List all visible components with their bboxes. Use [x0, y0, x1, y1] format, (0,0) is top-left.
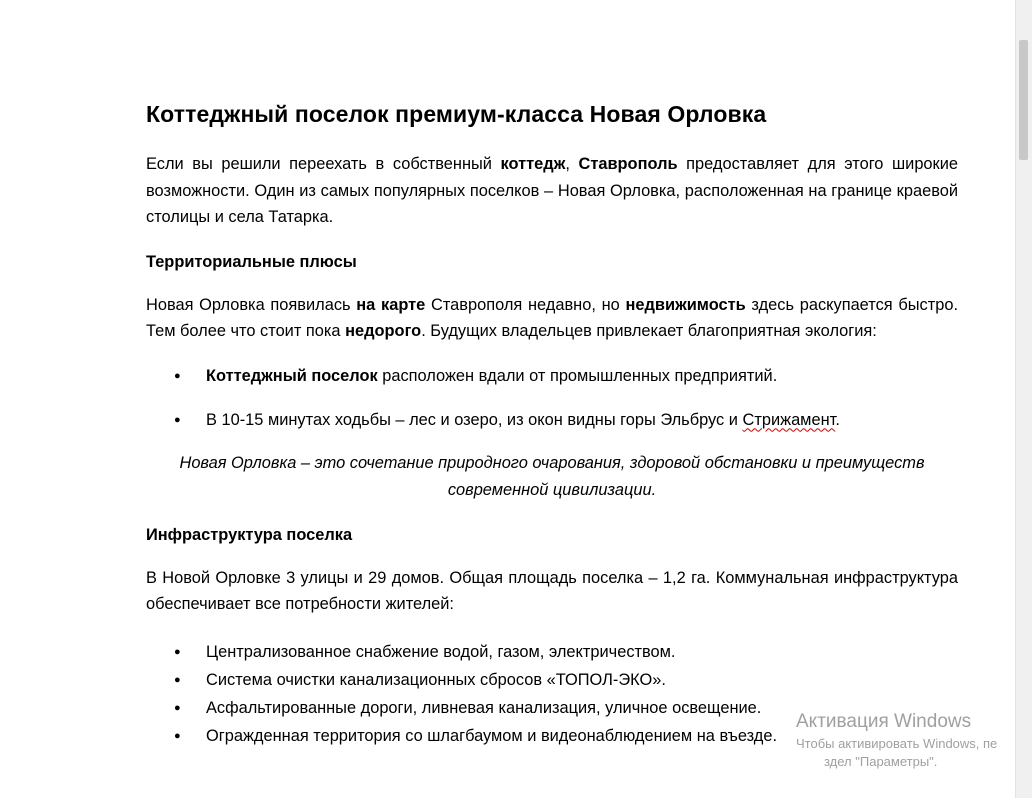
intro-text-2: , — [565, 155, 579, 173]
scrollbar-thumb[interactable] — [1019, 40, 1028, 160]
watermark-line-1: Чтобы активировать Windows, пе — [796, 736, 998, 751]
italic-quote: Новая Орловка – это сочетание природного очарования, здоровой обстановки и преимуществ современной цивилизации. — [179, 453, 925, 499]
intro-bold-cottage: коттедж — [500, 155, 566, 173]
territory-bold-realty: недвижимость — [625, 295, 746, 314]
list-item: ● Огражденная территория со шлагбаумом и видеонаблюдением на въезде. — [146, 722, 958, 750]
territory-bold-cheap: недорого — [345, 322, 422, 340]
intro-text-1: Если вы решили переехать в собственный — [146, 155, 501, 173]
territory-bold-map: на карте — [356, 295, 426, 314]
intro-bold-stavropol: Ставрополь — [578, 155, 678, 173]
intro-text-3: предоставляет для этого широкие возможности. Один из самых популярных поселков – Новая Орловка, расположенная на границе краевой столицы и села Татарка. — [146, 155, 958, 226]
bullet-text-end: . — [835, 410, 840, 429]
spellcheck-word: Стрижамент — [742, 410, 836, 429]
list-item: ● Централизованное снабжение водой, газом, электричеством. — [146, 638, 958, 666]
territory-text-2: Ставрополя недавно, но — [425, 295, 626, 314]
territory-text-1: Новая Орловка появилась — [146, 295, 357, 314]
territory-text-3: здесь раскупается быстро. Тем более что стоит пока — [146, 295, 959, 340]
territory-bullet-list — [146, 363, 958, 433]
bullet-text: В 10-15 минутах ходьбы – лес и озеро, из окон видны горы Эльбрус и — [206, 410, 743, 429]
list-item — [146, 407, 958, 433]
list-item: ● Система очистки канализационных сбросов «ТОПОЛ-ЭКО». — [146, 666, 958, 694]
section-heading-territory: Территориальные плюсы — [146, 252, 357, 271]
watermark-line-2: здел "Параметры". — [824, 754, 938, 769]
section-heading-infrastructure: Инфраструктура поселка — [146, 525, 353, 544]
territory-paragraph — [146, 292, 958, 345]
watermark-title: Активация Windows — [796, 711, 972, 732]
bullet-text: расположен вдали от промышленных предприятий. — [377, 366, 778, 385]
document-content — [146, 96, 958, 750]
intro-paragraph — [146, 151, 958, 231]
list-item — [146, 363, 958, 389]
bullet-bold-cottage: Коттеджный поселок — [206, 366, 378, 385]
list-item: ● Асфальтированные дороги, ливневая канализация, уличное освещение. — [146, 694, 958, 722]
infrastructure-paragraph: В Новой Орловке 3 улицы и 29 домов. Общая площадь поселка – 1,2 га. Коммунальная инфраструктура обеспечивает все потребности жителей: — [146, 568, 958, 613]
vertical-scrollbar[interactable] — [1015, 0, 1032, 798]
document-title: Коттеджный поселок премиум-класса Новая Орловка — [146, 101, 767, 127]
territory-text-4: . Будущих владельцев привлекает благоприятная экология: — [421, 322, 877, 340]
windows-activation-watermark — [796, 709, 997, 771]
